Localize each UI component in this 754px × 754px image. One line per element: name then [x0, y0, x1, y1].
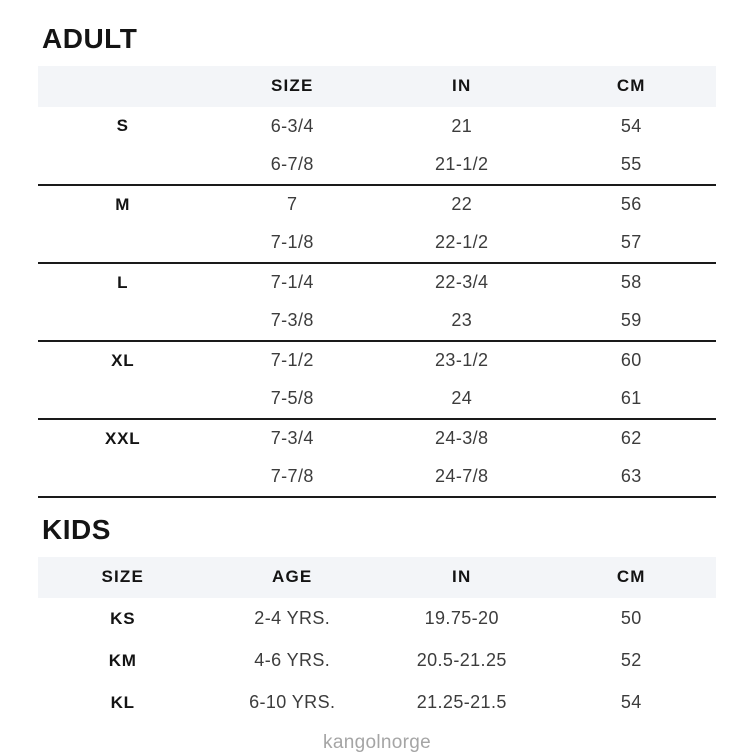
kids-size-table [38, 557, 716, 724]
size-label: KS [110, 608, 136, 628]
size-label [38, 146, 208, 185]
table-row [38, 458, 716, 497]
table-cell: 7-1/2 [270, 350, 314, 371]
kids-section-title: KIDS [42, 513, 111, 545]
size-label [38, 380, 208, 419]
size-label [38, 224, 208, 263]
table-cell: 21 [451, 115, 473, 136]
table-cell: 60 [620, 350, 642, 371]
table-row [38, 107, 716, 146]
table-cell: 23-1/2 [435, 350, 489, 371]
column-header: SIZE [270, 76, 314, 96]
table-cell: 7-7/8 [208, 458, 378, 497]
table-cell: 22-3/4 [435, 272, 489, 293]
table-row [38, 380, 716, 419]
table-cell: 21-1/2 [377, 146, 547, 185]
table-cell: 6-7/8 [208, 146, 378, 185]
table-cell: 2-4 YRS. [254, 608, 331, 629]
size-label: XL [111, 350, 135, 370]
table-cell: 50 [620, 608, 642, 629]
table-cell: 54 [620, 692, 642, 713]
table-cell: 54 [620, 115, 642, 136]
size-label: S [116, 116, 129, 136]
table-cell: 63 [547, 458, 717, 497]
table-cell: 22-1/2 [377, 224, 547, 263]
adult-table-header [38, 66, 716, 107]
table-cell: 56 [620, 194, 642, 215]
table-cell: 52 [620, 650, 642, 671]
adult-section-title: ADULT [42, 23, 138, 54]
table-cell: 57 [547, 224, 717, 263]
table-cell: 59 [547, 302, 717, 341]
table-row [38, 419, 716, 458]
table-row [38, 263, 716, 302]
table-cell: 7-5/8 [208, 380, 378, 419]
kids-table-header [38, 557, 716, 598]
table-cell: 6-10 YRS. [249, 692, 336, 713]
size-label: KL [110, 692, 135, 712]
table-row [38, 682, 716, 724]
size-label: KM [108, 650, 137, 670]
header-row [38, 66, 716, 107]
table-row [38, 598, 716, 640]
adult-table-body [38, 107, 716, 497]
kids-table-body [38, 598, 716, 724]
table-row [38, 341, 716, 380]
size-label [38, 302, 208, 341]
table-cell: 24 [377, 380, 547, 419]
column-header: SIZE [101, 567, 145, 587]
column-header: IN [452, 76, 472, 96]
table-cell: 22 [451, 194, 473, 215]
table-row [38, 640, 716, 682]
header-row [38, 557, 716, 598]
table-cell: 24-7/8 [377, 458, 547, 497]
size-label: M [115, 194, 131, 214]
table-cell: 61 [547, 380, 717, 419]
table-row [38, 185, 716, 224]
column-header: CM [616, 76, 646, 96]
table-cell: 4-6 YRS. [254, 650, 331, 671]
table-cell: 7 [287, 194, 298, 215]
table-cell: 6-3/4 [270, 115, 314, 136]
size-label: L [117, 272, 129, 292]
table-cell: 19.75-20 [424, 608, 499, 629]
table-cell: 20.5-21.25 [416, 650, 507, 671]
table-cell: 21.25-21.5 [416, 692, 507, 713]
column-header [38, 66, 208, 107]
table-cell: 7-1/8 [208, 224, 378, 263]
table-cell: 24-3/8 [435, 428, 489, 449]
adult-size-table [38, 66, 716, 498]
table-cell: 7-1/4 [270, 272, 314, 293]
table-row [38, 146, 716, 185]
table-row [38, 224, 716, 263]
table-cell: 58 [620, 272, 642, 293]
table-cell: 7-3/8 [208, 302, 378, 341]
size-label [38, 458, 208, 497]
column-header: IN [452, 567, 472, 587]
table-row [38, 302, 716, 341]
table-cell: 62 [620, 428, 642, 449]
brand-watermark: kangolnorge [323, 731, 431, 753]
column-header: CM [616, 567, 646, 587]
size-label: XXL [105, 428, 141, 448]
table-cell: 55 [547, 146, 717, 185]
table-cell: 23 [377, 302, 547, 341]
column-header: AGE [272, 567, 313, 587]
table-cell: 7-3/4 [270, 428, 314, 449]
